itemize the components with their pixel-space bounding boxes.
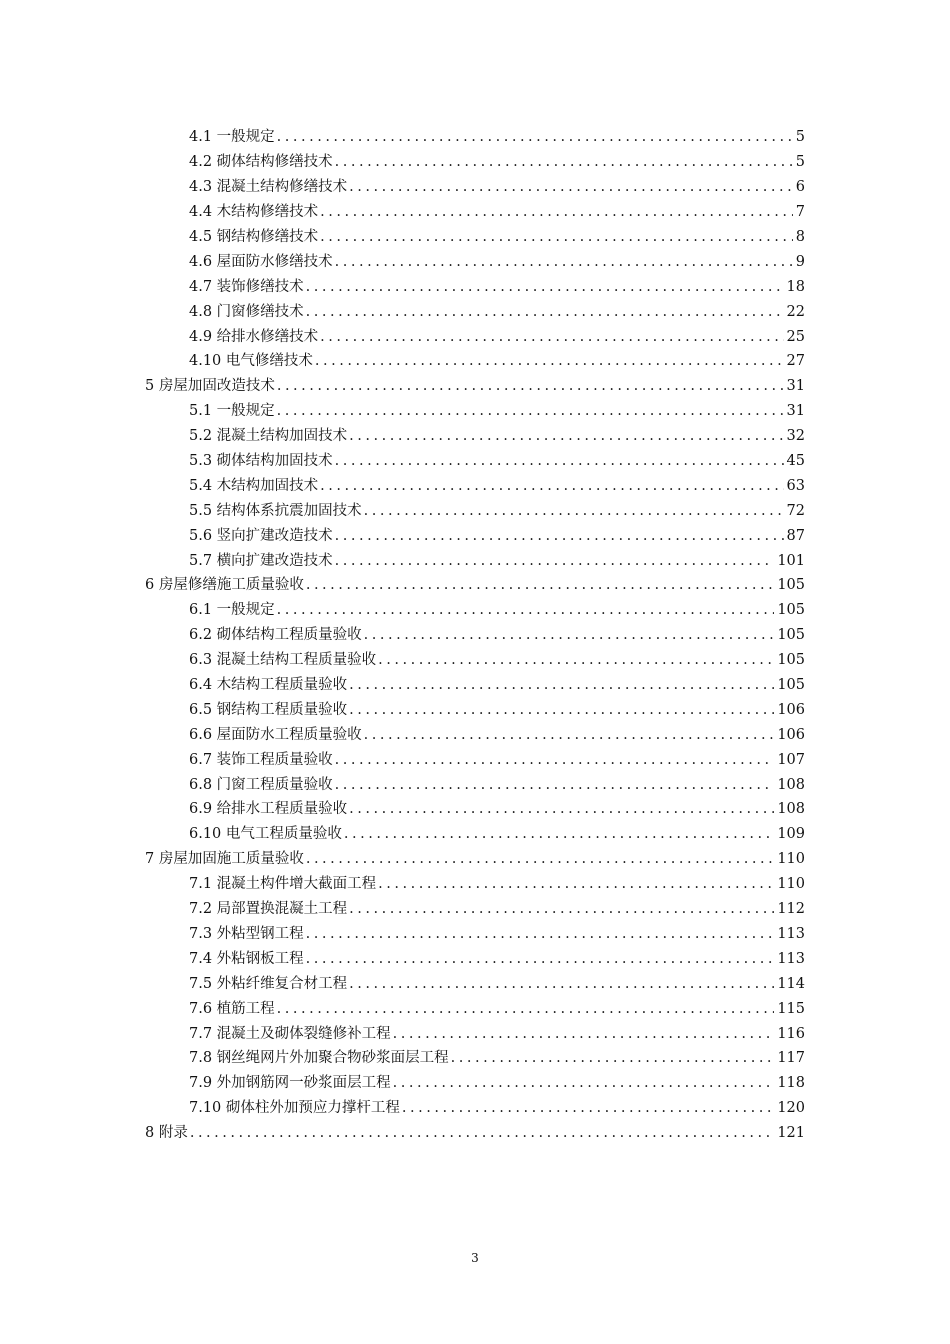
toc-dot-leader — [277, 127, 793, 147]
toc-entry-page: 107 — [777, 751, 805, 768]
toc-entry-page: 105 — [777, 627, 805, 644]
toc-entry-title: 7.2 局部置换混凝土工程 — [189, 901, 348, 918]
toc-dot-leader — [335, 451, 784, 471]
toc-entry-page: 121 — [777, 1125, 805, 1142]
toc-dot-leader — [320, 227, 793, 247]
toc-dot-leader — [320, 202, 793, 222]
toc-dot-leader — [306, 302, 784, 322]
toc-entry-page: 120 — [777, 1100, 805, 1117]
toc-dot-leader — [335, 551, 775, 571]
toc-entry-title: 6.9 给排水工程质量验收 — [189, 801, 348, 818]
toc-entry-title: 5 房屋加固改造技术 — [145, 378, 275, 395]
toc-entry[interactable] — [0, 548, 950, 573]
toc-dot-leader — [277, 401, 784, 421]
toc-entry-page: 118 — [777, 1075, 805, 1092]
toc-dot-leader — [335, 152, 793, 172]
toc-entry-page: 105 — [777, 602, 805, 619]
toc-entry-title: 4.6 屋面防水修缮技术 — [189, 253, 333, 270]
toc-entry[interactable] — [0, 897, 950, 922]
toc-entry-title: 7.8 钢丝绳网片外加聚合物砂浆面层工程 — [189, 1050, 449, 1067]
toc-entry[interactable] — [0, 822, 950, 847]
toc-entry-page: 6 — [795, 179, 805, 196]
toc-entry-page: 106 — [777, 701, 805, 718]
toc-entry-title: 5.4 木结构加固技术 — [189, 477, 319, 494]
toc-dot-leader — [393, 1073, 775, 1093]
toc-entry-title: 5.1 一般规定 — [189, 403, 275, 420]
toc-entry[interactable] — [0, 847, 950, 872]
toc-dot-leader — [364, 501, 784, 521]
toc-entry-title: 5.2 混凝土结构加固技术 — [189, 428, 348, 445]
toc-dot-leader — [344, 824, 774, 844]
toc-entry[interactable] — [0, 150, 950, 175]
toc-entry[interactable] — [0, 772, 950, 797]
toc-entry[interactable] — [0, 946, 950, 971]
toc-dot-leader — [349, 899, 774, 919]
toc-entry[interactable] — [0, 598, 950, 623]
toc-entry-page: 117 — [777, 1050, 805, 1067]
toc-dot-leader — [349, 799, 774, 819]
toc-entry-title: 7.5 外粘纤维复合材工程 — [189, 975, 348, 992]
toc-entry[interactable] — [0, 299, 950, 324]
toc-dot-leader — [402, 1098, 774, 1118]
toc-entry[interactable] — [0, 523, 950, 548]
toc-dot-leader — [378, 874, 774, 894]
toc-entry-page: 116 — [777, 1025, 805, 1042]
toc-dot-leader — [306, 849, 774, 869]
toc-entry-title: 4.4 木结构修缮技术 — [189, 204, 319, 221]
toc-entry-page: 105 — [777, 677, 805, 694]
table-of-contents — [0, 125, 950, 1146]
toc-entry-title: 5.3 砌体结构加固技术 — [189, 453, 333, 470]
toc-dot-leader — [335, 750, 775, 770]
toc-entry-title: 4.7 装饰修缮技术 — [189, 278, 304, 295]
toc-entry-page: 32 — [786, 428, 805, 445]
toc-entry-title: 6.2 砌体结构工程质量验收 — [189, 627, 362, 644]
toc-entry-page: 7 — [795, 204, 805, 221]
toc-entry[interactable] — [0, 673, 950, 698]
toc-entry-title: 4.5 钢结构修缮技术 — [189, 229, 319, 245]
toc-entry-page: 113 — [777, 925, 805, 942]
toc-entry-page: 5 — [795, 154, 805, 171]
toc-entry-title: 6.10 电气工程质量验收 — [189, 826, 342, 843]
toc-entry-page: 5 — [795, 129, 805, 146]
toc-dot-leader — [306, 949, 775, 969]
toc-entry-page: 22 — [786, 303, 805, 320]
toc-entry[interactable] — [0, 449, 950, 474]
toc-entry[interactable] — [0, 349, 950, 374]
toc-entry[interactable] — [0, 1046, 950, 1071]
toc-entry-page: 108 — [777, 776, 805, 793]
toc-dot-leader — [277, 600, 775, 620]
toc-entry-title: 4.10 电气修缮技术 — [189, 353, 313, 370]
toc-entry[interactable] — [0, 648, 950, 673]
toc-entry[interactable] — [0, 225, 950, 250]
toc-entry[interactable] — [0, 424, 950, 449]
toc-dot-leader — [335, 526, 784, 546]
toc-entry[interactable] — [0, 747, 950, 772]
toc-entry-title: 6.4 木结构工程质量验收 — [189, 677, 348, 694]
toc-entry-title: 4.1 一般规定 — [189, 129, 275, 146]
toc-entry-title: 7.6 植筋工程 — [189, 1000, 275, 1017]
toc-entry-page: 18 — [786, 278, 805, 295]
toc-dot-leader — [364, 625, 775, 645]
toc-dot-leader — [335, 252, 793, 272]
toc-entry-title: 7.4 外粘钢板工程 — [189, 950, 304, 967]
toc-dot-leader — [349, 426, 783, 446]
toc-entry[interactable] — [0, 872, 950, 897]
toc-entry-title: 8 附录 — [145, 1125, 188, 1142]
toc-entry[interactable] — [0, 125, 950, 150]
toc-entry-title: 4.8 门窗修缮技术 — [189, 303, 304, 320]
toc-entry-page: 31 — [786, 403, 805, 420]
toc-entry-title: 6.5 钢结构工程质量验收 — [189, 701, 348, 718]
toc-entry[interactable] — [0, 324, 950, 349]
toc-entry[interactable] — [0, 1096, 950, 1121]
toc-entry-title: 4.9 给排水修缮技术 — [189, 328, 319, 345]
toc-entry[interactable] — [0, 1071, 950, 1096]
toc-entry-title: 7.9 外加钢筋网一砂浆面层工程 — [189, 1075, 391, 1092]
toc-dot-leader — [277, 999, 775, 1019]
toc-entry-title: 6.1 一般规定 — [189, 602, 275, 619]
toc-entry-title: 7.7 混凝土及砌体裂缝修补工程 — [189, 1025, 391, 1042]
toc-entry[interactable] — [0, 200, 950, 225]
toc-entry-page: 105 — [777, 652, 805, 669]
toc-dot-leader — [349, 974, 774, 994]
toc-entry[interactable] — [0, 797, 950, 822]
toc-dot-leader — [451, 1048, 775, 1068]
toc-entry-page: 112 — [777, 901, 805, 918]
toc-entry-title: 5.7 横向扩建改造技术 — [189, 552, 333, 569]
toc-entry[interactable] — [0, 623, 950, 648]
toc-entry-page: 27 — [786, 353, 805, 370]
toc-dot-leader — [378, 650, 774, 670]
toc-dot-leader — [306, 277, 784, 297]
toc-entry-title: 5.6 竖向扩建改造技术 — [189, 527, 333, 544]
toc-entry-page: 105 — [777, 577, 805, 594]
toc-entry-title: 6 房屋修缮施工质量验收 — [145, 577, 304, 594]
toc-entry-page: 9 — [795, 253, 805, 270]
toc-entry[interactable] — [0, 399, 950, 424]
toc-dot-leader — [349, 675, 774, 695]
toc-dot-leader — [320, 476, 783, 496]
toc-entry-title: 6.6 屋面防水工程质量验收 — [189, 726, 362, 743]
toc-dot-leader — [349, 177, 793, 197]
toc-entry[interactable] — [0, 697, 950, 722]
toc-entry-title: 7 房屋加固施工质量验收 — [145, 851, 304, 868]
toc-entry[interactable] — [0, 922, 950, 947]
toc-entry-page: 109 — [777, 826, 805, 843]
toc-entry-title: 4.3 混凝土结构修缮技术 — [189, 179, 348, 196]
toc-entry-page: 8 — [795, 229, 805, 245]
toc-dot-leader — [190, 1123, 774, 1143]
toc-dot-leader — [335, 775, 775, 795]
toc-entry[interactable] — [0, 473, 950, 498]
toc-entry[interactable] — [0, 722, 950, 747]
toc-entry-title: 7.3 外粘型钢工程 — [189, 925, 304, 942]
toc-entry-page: 113 — [777, 950, 805, 967]
toc-entry[interactable] — [0, 175, 950, 200]
toc-entry[interactable] — [0, 249, 950, 274]
toc-entry[interactable] — [0, 1021, 950, 1046]
toc-entry[interactable] — [0, 1121, 950, 1146]
toc-entry-title: 6.8 门窗工程质量验收 — [189, 776, 333, 793]
toc-entry-page: 110 — [777, 851, 805, 868]
toc-entry-page: 72 — [786, 502, 805, 519]
toc-dot-leader — [306, 924, 775, 944]
toc-entry-page: 25 — [786, 328, 805, 345]
toc-dot-leader — [320, 327, 783, 347]
toc-dot-leader — [349, 700, 774, 720]
toc-entry-title: 5.5 结构体系抗震加固技术 — [189, 502, 362, 519]
toc-entry[interactable] — [0, 374, 950, 399]
toc-entry[interactable] — [0, 996, 950, 1021]
toc-entry-page: 45 — [786, 453, 805, 470]
toc-entry-title: 7.1 混凝土构件增大截面工程 — [189, 876, 377, 893]
toc-entry-page: 110 — [777, 876, 805, 893]
toc-dot-leader — [315, 351, 784, 371]
toc-entry-title: 6.3 混凝土结构工程质量验收 — [189, 652, 377, 669]
toc-entry-page: 101 — [777, 552, 805, 569]
toc-entry-title: 6.7 装饰工程质量验收 — [189, 751, 333, 768]
toc-entry-page: 87 — [786, 527, 805, 544]
toc-entry[interactable] — [0, 971, 950, 996]
toc-dot-leader — [306, 575, 774, 595]
toc-entry[interactable] — [0, 498, 950, 523]
toc-dot-leader — [393, 1024, 775, 1044]
toc-entry-page: 106 — [777, 726, 805, 743]
toc-entry-page: 63 — [786, 477, 805, 494]
toc-entry[interactable] — [0, 573, 950, 598]
toc-entry-title: 4.2 砌体结构修缮技术 — [189, 154, 333, 171]
toc-entry-page: 115 — [777, 1000, 805, 1017]
toc-entry[interactable] — [0, 274, 950, 299]
toc-entry-page: 114 — [777, 975, 805, 992]
page-number: 3 — [471, 1251, 479, 1265]
toc-entry-title: 7.10 砌体柱外加预应力撑杆工程 — [189, 1100, 400, 1117]
toc-entry-page: 108 — [777, 801, 805, 818]
toc-dot-leader — [364, 725, 775, 745]
toc-entry-page: 31 — [786, 378, 805, 395]
toc-dot-leader — [277, 376, 784, 396]
